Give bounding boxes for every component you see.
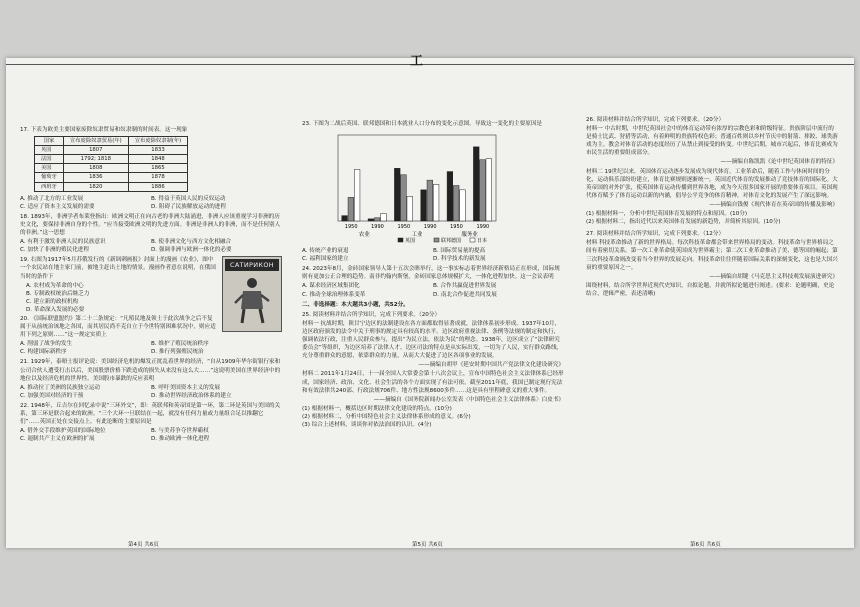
x-tick-label: 1990 [423,224,437,231]
bar-英国 [447,172,453,221]
bar-日本 [460,190,466,221]
q26-source-2: ——摘编自钱俊《现代体育在英帝国的传播及影响》 [709,201,838,208]
q25-questions: (1) 根据材料一，概括边区时期法律文化建设的特点。(10分) (2) 根据材料二，分析中国特色社会主义法律体系形成的意义。(6分) (3) 综合上述材料，谈谈你对依法治国的认识。(4分) [302,405,471,428]
group-label: 工业 [411,232,423,239]
bar-联邦德国 [427,180,433,221]
x-tick-label: 1950 [397,224,411,231]
bar-联邦德国 [453,186,459,221]
x-tick-label: 1990 [371,224,384,231]
bar-英国 [473,147,479,221]
bar-联邦德国 [348,197,354,221]
q20-stem: 20. 《国际联盟盟约》第二十二条规定：“凡殖民地及领土于此次战争之后不复属于从前统治该地之各国，而其居民尚不克自立于今世特别困难状况中，则应适用下列之原则……”这一规定实质上 [20,315,216,339]
q27-stem: 27. 阅读材料并结合所学知识，完成下列要求。（12分） [586,231,725,238]
employment-chart [302,129,564,247]
q21-stem: 21. 1929年，泰晤士报评论说：美国经济危机的爆发正扰乱着世界的经济，“自从1909年华尔街银行家和公司合伙人遭受打击以后，美国股票价格下跌造成的损失从来没有这么大……”这说明美国在世界经济中的地位以及经济危机的世界性。美国股市暴跌的反应表明 [20,359,281,382]
x-tick-label: 1950 [344,224,358,231]
page-5-footer: 第5页 共6页 [412,542,443,548]
table-row: 葡萄牙 1836 1878 [35,173,188,182]
q25-material-1: 材料一 抗战时期，陕甘宁边区的法制建设在各方面都取得显著成就，法律体系初步形成。1937年10月，边区政府颁发的法令中关于刑事的规定具有较高的水平。边区政府重视法律、条例等法规的制定和执行，强调依法行政，注重人民群众参与，提出“为民立法，依法为民”的理念。1938年，边区成立了“法律研究委员会”等组织，为边区培养了法律人才。边区司法的特点是从实际出发，一切为了人民，实行群众路线，充分尊重群众的意愿，依靠群众的力量，从而大大促进了边区各项事业的发展。 [302,320,563,360]
page-4-footer: 第4页 共6页 [128,542,159,548]
q23-stem: 23. 下图为二战后英国、联邦德国和日本就业人口分布的变化示意图。导致这一变化的主要原因是 [302,121,543,127]
bar-联邦德国 [401,175,407,221]
page-6-column [586,116,838,530]
q25-source-1: ——摘编自胡甲《延安时期中国共产党法律文化建设研究》 [418,362,564,369]
table-row: 美国 1808 1865 [35,164,188,173]
q19-stem: 19. 右图为1917年5月苏俄发行的《新讽刺画报》封面上的漫画《农业》，图中一个农民站在地主家门前，被地主赶出土地的情景。漫画作者意在说明，在俄国当时的条件下 [20,257,216,280]
section-2-title: 二、非选择题：本大题共3小题，共52分。 [302,301,409,308]
legend-swatch [470,238,475,242]
q26-stem: 26. 阅读材料并结合所学知识，完成下列要求。（20分） [586,117,725,123]
q22-stem: 22. 1948年，丘吉尔在回忆录中说“三环外交”，即：英联邦和英帝国是第一环，第二环是英国与美国的关系，第三环是联合起来的欧洲。“三个大环一旦联结在一起，就没有任何力量或力量组合足以推翻它们”……英国正处在交接点上。有此论断的主要原因是 [20,402,281,426]
peasant-figure-icon [233,275,271,325]
bar-日本 [354,169,360,221]
chart-plot-frame [338,135,496,221]
q26-source-1: ——摘编自陈凯凯《论中世纪英国体育的特征》 [720,159,838,166]
table-row: 英国 1807 1833 [35,146,188,155]
legend-label: 英国 [405,238,416,245]
q26-material-1: 材料一 中古时期，中世纪英国社会中的体育运动带有浓厚的宗教色彩和阶级特征。贵族阶层中流行的是骑士比武、狩猎等活动，有着鲜明的贵族特权色彩；普通百姓则以乡村节庆中的射箭、摔跤、球类游戏为主。教会对体育活动的态度经历了从禁止到接受的转变。中世纪后期，城市兴起后，体育比赛成为市民生活的重要组成部分。 [586,126,838,157]
table-row: 法国 1792; 1818 1848 [35,155,188,164]
page-6-footer: 第6页 共6页 [690,542,721,548]
bar-英国 [368,219,374,221]
x-tick-label: 1990 [476,224,490,231]
table-row: 西班牙 1820 1886 [35,182,188,191]
bar-联邦德国 [480,160,486,221]
q27-source: ——摘编自胡键《马克思主义科技观发展演进研究》 [709,273,838,280]
q27-task: 围绕材料，结合所学世界近现代史知识，自拟论题，并就所拟论题进行阐述。(要求：论题明确，史论结合，逻辑严密，表述清晰) [586,282,835,297]
q17-stem: 17. 下表为欧美主要国家废除奴隶贸易和奴隶制的时间表。这一现象 [20,127,188,133]
x-tick-label: 1950 [450,224,463,231]
q26-questions: (1) 根据材料一，分析中世纪英国体育发展的特点和原因。(10分) (2) 根据材料二，指出近代以来英国体育发展的新趋势，并简析其原因。(10分) [586,211,781,226]
legend-swatch [398,238,403,242]
bar-日本 [486,159,492,221]
q25-stem: 25. 阅读材料并结合所学知识，完成下列要求。（20分） [302,311,441,318]
q24-stem: 24. 2023年8月，金砖国家领导人第十五次会晤举行，这一事实标志着世界经济新格局正在形成，国际规则有更加公正合理的趋势。南非约翰内斯堡，金砖国家总体规模扩大，一体化进程加快。这一会议表明 [302,266,560,281]
q17-options: A. 推动了北方的工业发展 B. 得益于英国人民的反奴运动 C. 适应了资本主义发展的需要 D. 阻碍了民族解放运动的进程 [20,195,226,210]
bar-日本 [407,196,413,221]
group-label: 服务业 [461,232,478,239]
q27-material: 材料 科技革命推动了新的世界格局。每次科技革命都会带来世界格局的变动。科技革命与世界格局之间有着密切关系。第一次工业革命使英国成为世界霸主；第二次工业革命推动了美、德等国的崛起；第三次科技革命则改变着当今世界的发展走向。科技革命往往伴随着国际关系的深刻变化，这也是大国兴衰的重要原因之一。 [586,240,838,271]
bar-英国 [421,190,427,221]
q19-options: A. 农村成为革命的中心 B. 专制政权统治后继乏力 C. 建立新的政权机构 D. 革命深入发展的必要 [26,282,90,313]
q18-stem: 18. 1893年，非洲学者布莱登指出：欧洲文明正在向古老的非洲大陆涌进，非洲人应该重视学习非洲的历史文化，要保持非洲自身的个性。“应当接受欧洲文明的先进方面。非洲是非洲人的非洲，而不是任何别人的非洲。”这一思想 [20,213,281,237]
legend-label: 联邦德国 [441,238,462,245]
poster-title: САТИРИКОН [225,259,279,271]
group-label: 农业 [358,232,370,239]
bar-日本 [381,214,387,222]
q21-options: A. 推动拉丁美洲的民族独立运动 B. 呼吁美国资本主义的发展 C. 加强美国对经济的干预 D. 推动世界经济政治体系的建立 [20,384,232,399]
q25-source-2: ——摘编自《国务院新闻办公室发表〈中国特色社会主义法律体系〉白皮书》 [373,396,564,403]
employment-bar-chart [302,129,502,247]
bar-日本 [433,185,439,222]
q17-table [34,136,188,192]
q22-options: A. 借外交手段维护英国的国际地位 B. 与美苏争夺世界霸权 C. 遏制共产主义在欧洲的扩展 D. 推动欧洲一体化进程 [20,428,210,443]
bar-联邦德国 [374,218,380,221]
satire-poster-image [222,256,282,332]
table-header: 国家 [35,137,64,146]
legend-swatch [434,238,439,242]
q18-options: A. 有利于激发非洲人民的民族意识 B. 使非洲文化与西方文化相融合 C. 加快了非洲的殖民化进程 D. 强调非洲与欧洲一体化的必要 [20,239,232,254]
table-header: 宣布废除奴隶制(年) [128,137,188,146]
header-mark: 工 [410,54,424,69]
table-header: 宣布废除奴隶贸易(年) [63,137,128,146]
page-4-column [20,126,282,540]
q25-material-2: 材料二 2011年1月24日，十一届全国人大常委会第十八次会议上，宣布中国特色社会主义法律体系已经形成，国家经济、政治、文化、社会生活的各个方面实现了有法可依。截至2011年底，我国已制定现行宪法和有效法律共240部、行政法规706件、地方性法规8600多件……这是具有里程碑意义的重大事件。 [302,371,564,394]
q23-options: A. 传统产业的衰退 B. 国际贸易量的提高 C. 福利国家的建立 D. 科学技术的新发展 [302,248,486,263]
binding-line [6,64,854,65]
bar-英国 [394,168,400,221]
q26-material-2: 材料二 19世纪以来，英国体育运动逐步发展成为现代体育。工业革命后，随着工作与休闲时间的分化，运动俱乐部纷纷建立，体育比赛规则逐渐统一。英国近代体育的发展推动了竞技体育的国际化。大英帝国的对外扩张，使英国体育运动传播到世界各地，成为今天很多国家开展的重要体育项目。英国现代体育赋予了体育运动以新的内涵，倡导公平竞争的体育精神，对体育文化的发展产生了深远影响。 [586,168,838,199]
q24-options: A. 谋求经济区域集团化 B. 合作共赢促进世界发展 C. 推动全球治理体系变革 D. 南北合作促进共同发展 [302,283,497,298]
bar-英国 [342,216,348,221]
legend-label: 日本 [477,238,488,245]
q20-options: A. 削弱了战争的发生 B. 维护了殖民统治秩序 C. 构建国际新秩序 D. 推行列强殖民统治 [20,341,209,356]
page-5-column [302,120,564,534]
